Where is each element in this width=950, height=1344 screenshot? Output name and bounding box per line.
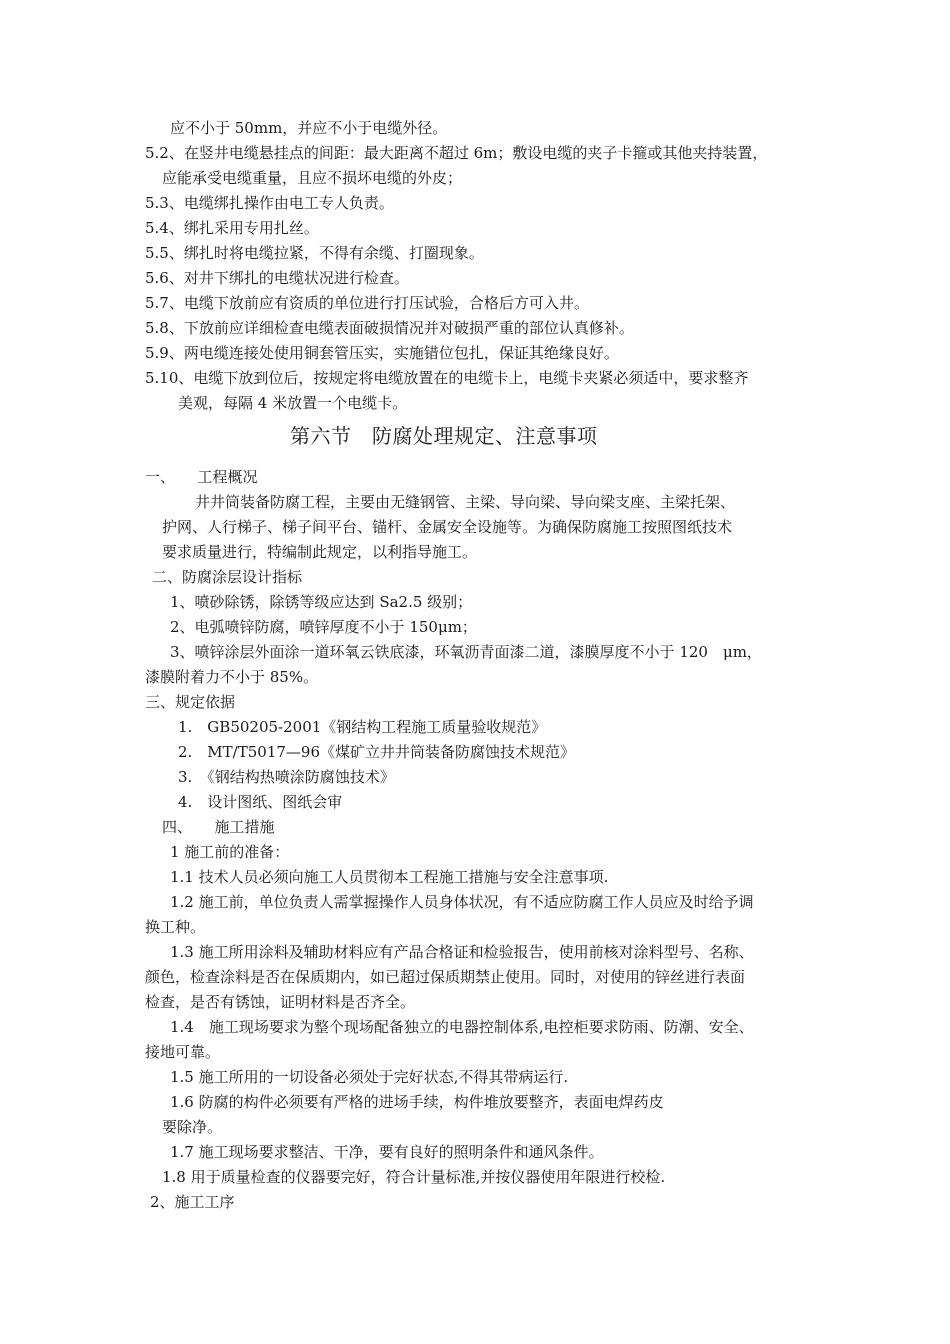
paragraph-line: 1.6 防腐的构件必须要有严格的进场手续，构件堆放要整齐，表面电焊药皮 <box>170 1093 664 1111</box>
heading-measures: 四、 施工措施 <box>162 818 275 836</box>
paragraph-line: 换工种。 <box>145 918 206 936</box>
paragraph-line: 井井筒装备防腐工程，主要由无缝钢管、主梁、导向梁、导向梁支座、主梁托架、 <box>195 493 736 511</box>
paragraph-line: 1.4 施工现场要求为整个现场配备独立的电器控制体系,电控柜要求防雨、防潮、安全、 <box>170 1018 754 1036</box>
paragraph-line: 检查，是否有锈蚀，证明材料是否齐全。 <box>145 993 416 1011</box>
list-item: 4. 设计图纸、图纸会审 <box>178 793 343 811</box>
paragraph-line: 要求质量进行，特编制此规定，以利指导施工。 <box>162 543 478 561</box>
list-item: 3. 《钢结构热喷涂防腐蚀技术》 <box>178 768 395 786</box>
paragraph-line: 要除净。 <box>162 1118 223 1136</box>
list-item: 5.10、电缆下放到位后，按规定将电缆放置在的电缆卡上，电缆卡夹紧必须适中，要求整齐 <box>145 369 749 387</box>
paragraph-line: 1.7 施工现场要求整洁、干净，要有良好的照明条件和通风条件。 <box>170 1143 604 1161</box>
paragraph-line: 1.2 施工前，单位负责人需掌握操作人员身体状况，有不适应防腐工作人员应及时给予调 <box>170 893 754 911</box>
list-item: 5.7、电缆下放前应有资质的单位进行打压试验，合格后方可入井。 <box>145 294 589 312</box>
paragraph-line: 颜色，检查涂料是否在保质期内，如已超过保质期禁止使用。同时，对使用的锌丝进行表面 <box>145 968 746 986</box>
list-item: 1、喷砂除锈，除锈等级应达到 Sa2.5 级别； <box>170 593 473 611</box>
paragraph-line: 1.5 施工所用的一切设备必须处于完好状态,不得其带病运行. <box>170 1068 569 1086</box>
list-item: 2、电弧喷锌防腐，喷锌厚度不小于 150μm； <box>170 618 477 636</box>
list-item: 5.4、绑扎采用专用扎丝。 <box>145 219 319 237</box>
list-item: 5.6、对井下绑扎的电缆状况进行检查。 <box>145 269 409 287</box>
paragraph-line: 1.3 施工所用涂料及辅助材料应有产品合格证和检验报告，使用前核对涂料型号、名称、 <box>170 943 754 961</box>
section-title: 第六节 防腐处理规定、注意事项 <box>290 424 598 448</box>
subheading: 1 施工前的准备： <box>170 843 290 861</box>
heading-coating-spec: 二、防腐涂层设计指标 <box>152 568 303 586</box>
text-line: 应能承受电缆重量，且应不损坏电缆的外皮； <box>162 169 463 187</box>
paragraph-line: 1.8 用于质量检查的仪器要完好，符合计量标准,并按仪器使用年限进行校检. <box>162 1168 666 1186</box>
list-item: 5.5、绑扎时将电缆拉紧，不得有余缆、打圈现象。 <box>145 244 484 262</box>
subheading: 2、施工工序 <box>150 1193 235 1211</box>
paragraph-line: 漆膜附着力不小于 85%。 <box>145 668 319 686</box>
list-item: 5.8、下放前应详细检查电缆表面破损情况并对破损严重的部位认真修补。 <box>145 319 634 337</box>
list-item: 5.3、电缆绑扎操作由电工专人负责。 <box>145 194 394 212</box>
list-item: 2. MT/T5017—96《煤矿立井井筒装备防腐蚀技术规范》 <box>178 743 575 761</box>
text-line: 5.2、在竖井电缆悬挂点的间距：最大距离不超过 6m；敷设电缆的夹子卡箍或其他夹持装置， <box>145 144 768 162</box>
heading-overview: 一、 工程概况 <box>145 468 258 486</box>
heading-basis: 三、规定依据 <box>145 693 236 711</box>
text-line: 应不小于 50mm，并应不小于电缆外径。 <box>170 119 448 137</box>
text-line: 美观，每隔 4 米放置一个电缆卡。 <box>178 394 408 412</box>
paragraph-line: 护网、人行梯子、梯子间平台、锚杆、金属安全设施等。为确保防腐施工按照图纸技术 <box>162 518 733 536</box>
list-item: 1. GB50205-2001《钢结构工程施工质量验收规范》 <box>178 718 547 736</box>
list-item: 5.9、两电缆连接处使用铜套管压实，实施错位包扎，保证其绝缘良好。 <box>145 344 619 362</box>
paragraph-line: 接地可靠。 <box>145 1043 221 1061</box>
paragraph-line: 1.1 技术人员必须向施工人员贯彻本工程施工措施与安全注意事项. <box>170 868 609 886</box>
list-item: 3、喷锌涂层外面涂一道环氧云铁底漆，环氧沥青面漆二道，漆膜厚度不小于 120 μm， <box>170 643 762 661</box>
